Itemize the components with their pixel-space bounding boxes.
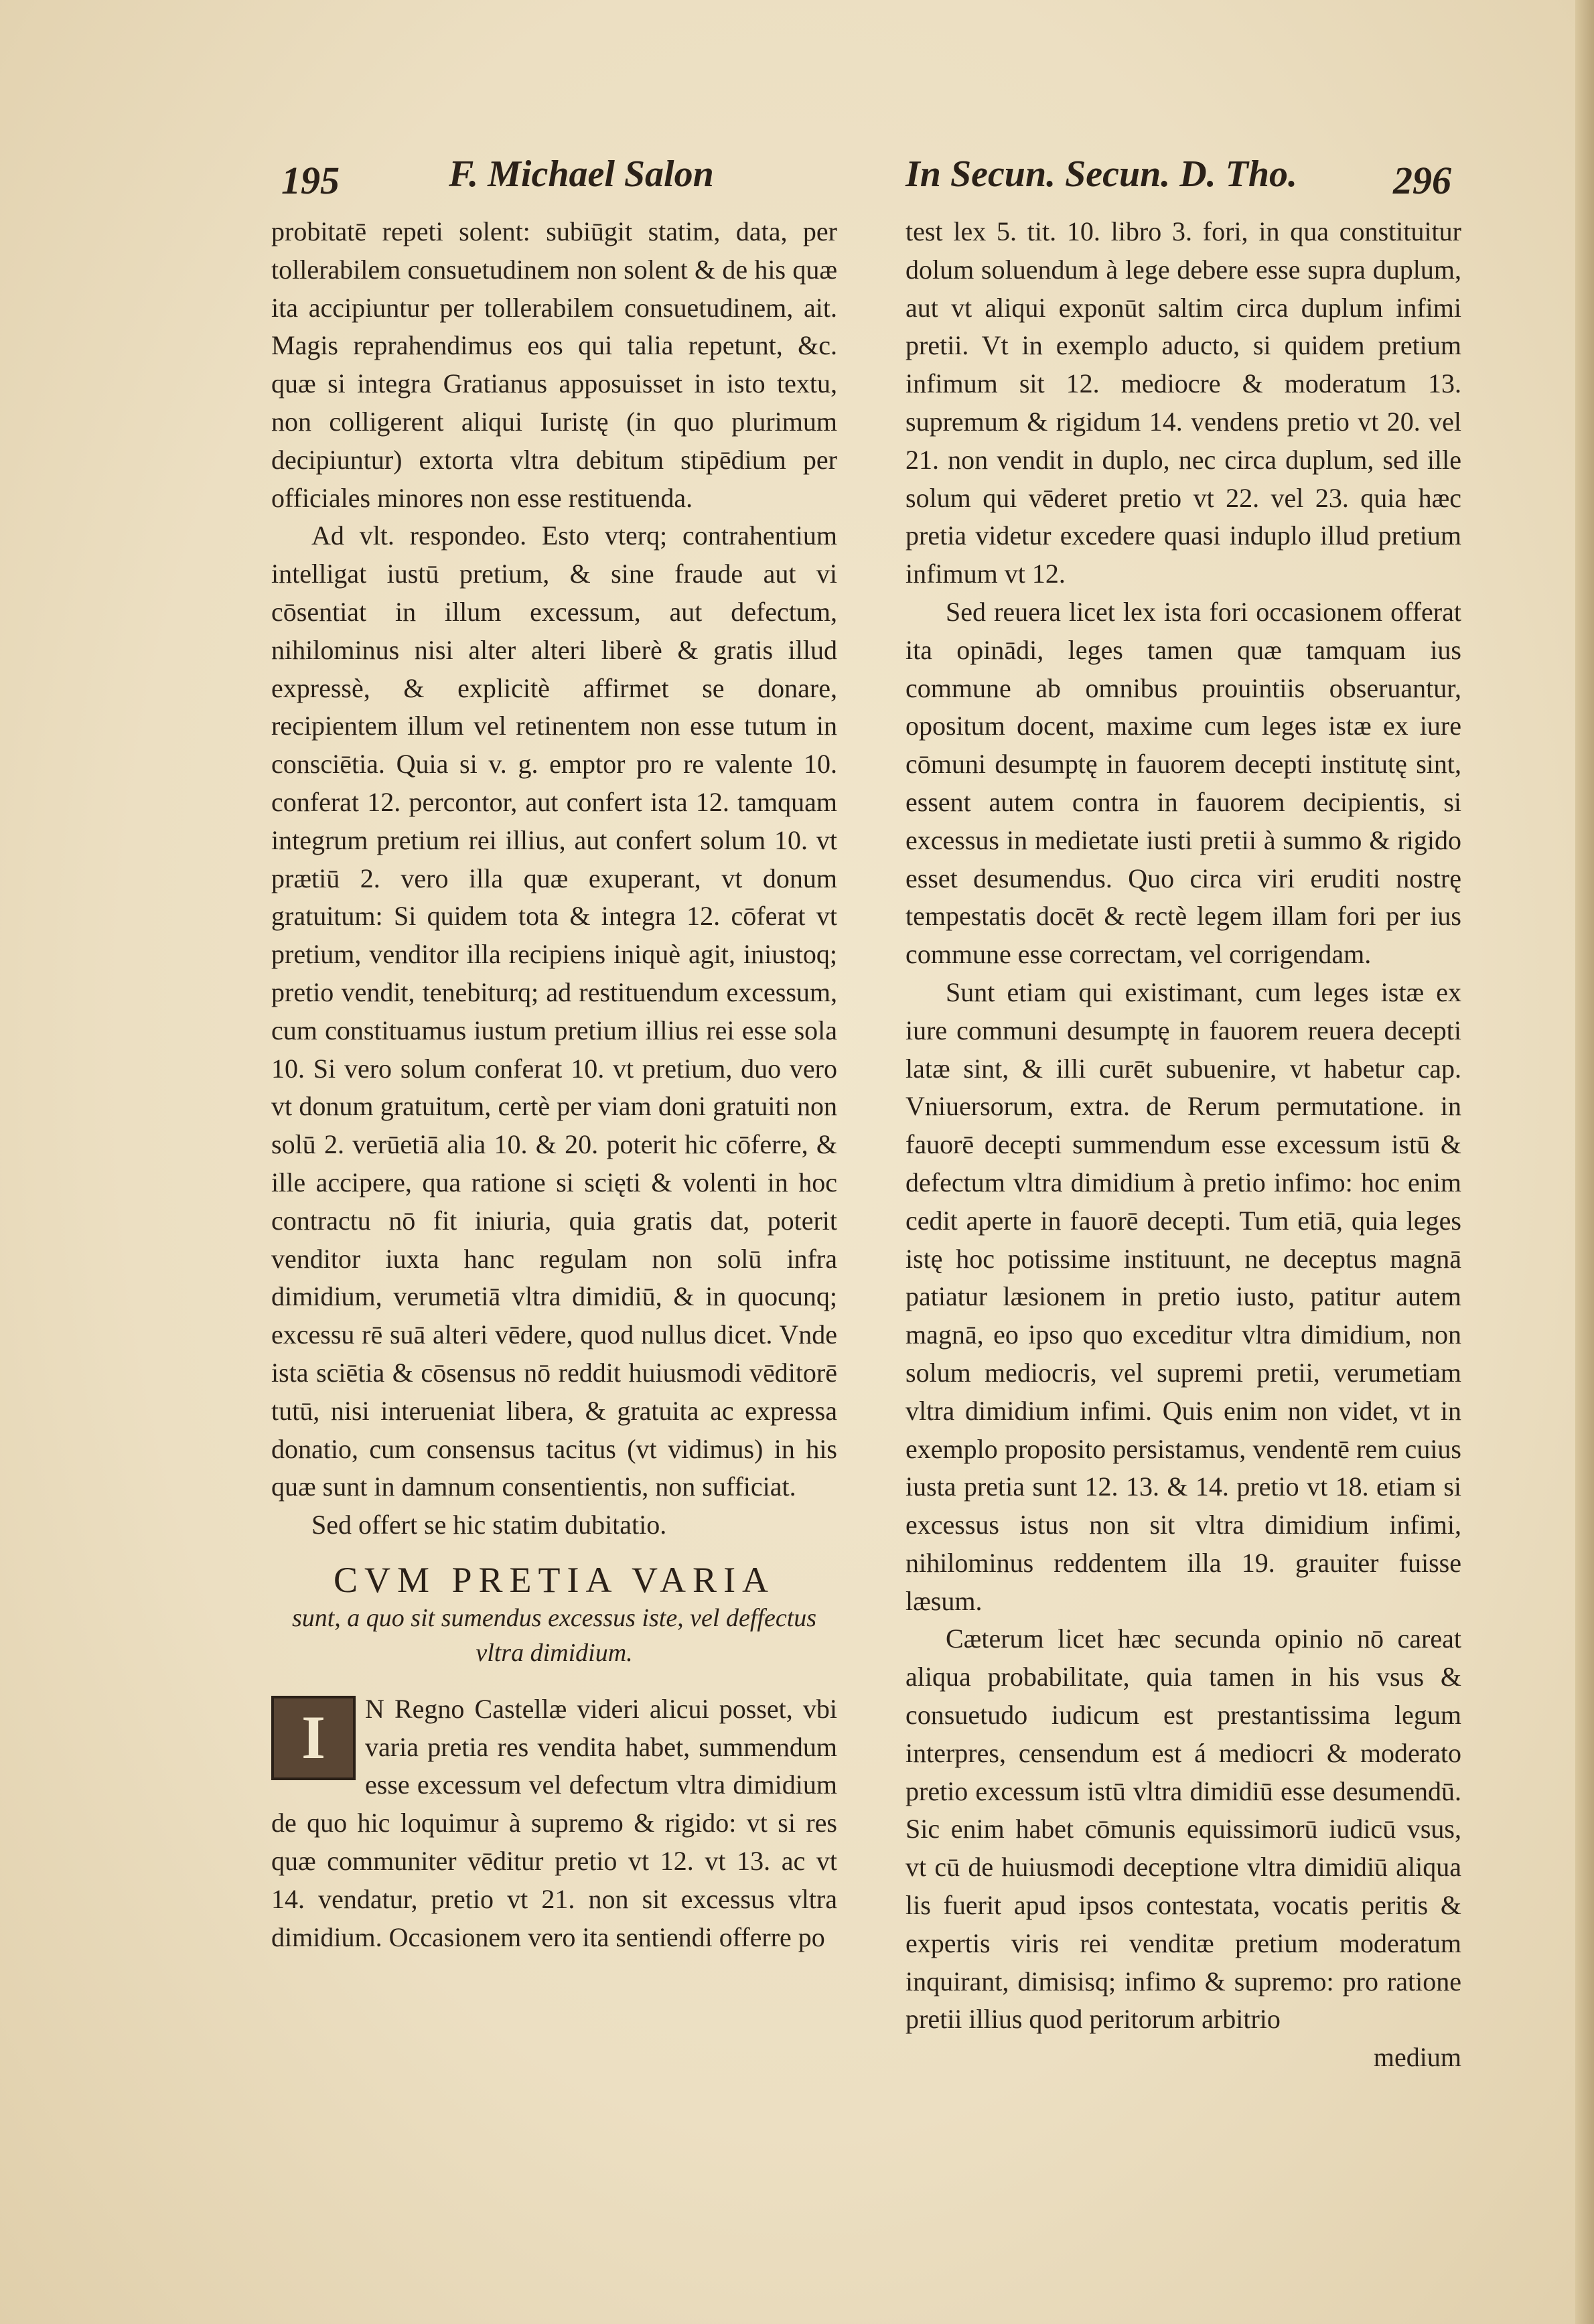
right-paragraph: test lex 5. tit. 10. libro 3. fori, in qua constituitur dolum soluendum à lege debere esse supra duplum, aut vt aliqui exponūt saltim circa duplum infimi pretii. Vt in exemplo aducto, si quidem pretium infimum sit 12. mediocre & moderatum 13. supremum & rigidum 14. vendens pretio vt 20. vel 21. non vendit in duplo, nec circa duplum, sed ille solum qui vēderet pretio vt 22. vel 23. quia hæc pretia videtur excedere quasi induplo illud pretium infimum vt 12.	[905, 216, 1461, 589]
left-paragraph-with-initial	[271, 1690, 837, 1957]
right-paragraph: Sed reuera licet lex ista fori occasionem offerat ita opinādi, leges tamen quæ tamquam ius commune ab omnibus prouintiis obseruantur, opositum docent, maxime cum leges istæ ex iure cōmuni desumptę in fauorem decepti institutę sint, essent autem contra in fauorem decipientis, si excessus in medietate iusti pretii à summo & rigido esset desumendus. Quo circa viri eruditi nostrę tempestatis docēt & rectè legem illam fori per ius commune esse correctam, vel corrigendam.	[905, 596, 1461, 970]
left-text-column	[271, 213, 837, 1956]
right-running-head	[905, 153, 1441, 213]
left-final-paragraph-text: N Regno Castellæ videri alicui posset, vbi varia pretia res vendita habet, summendum esse excessum vel defectum vltra dimidium de quo hic loquimur à supremo & rigido: vt si res quæ communiter vēditur pretio vt 12. vt 13. ac vt 14. vendatur, pretio vt 21. non sit excessus vltra dimidium. Occasionem vero ita sentiendi offerre po	[271, 1693, 837, 1952]
left-paragraph: Sed offert se hic statim dubitatio.	[311, 1510, 667, 1540]
left-running-head	[281, 153, 750, 213]
left-paragraph: Ad vlt. respondeo. Esto vterq; contrahentium intelligat iustū pretium, & sine fraude aut vi cōsentiat in illum excessum, aut defectum, nihilominus nisi alter alteri liberè & gratis illud expressè, & explicitè affirmet se donare, recipientem illum vel retinentem non esse tutum in consciētia. Quia si v. g. emptor pro re valente 10. conferat 12. percontor, aut confert ista 12. tamquam integrum pretium rei illius, aut confert solum 10. vt prætiū 2. vero illa quæ exuperant, vt donum gratuitum: Si quidem tota & integra 12. cōferat vt pretium, venditor illa recipiens iniquè agit, iniustoq; pretio vendit, tenebiturq; ad restituendum excessum, cum constituamus iustum pretium illius rei esse sola 10. Si vero solum conferat 10. vt pretium, duo vero vt donum gratuitum, certè per viam doni gratuiti non solū 2. verūetiā alia 10. & 20. poterit hic cōferre, & ille accipere, qua ratione si scięti & volenti in hoc contractu nō fit iniuria, quia gratis dat, poterit venditor iuxta hanc regulam non solū infra dimidium, verumetiā vltra dimidiū, & in quocunq; excessu rē suā alteri vēdere, quod nullus dicet. Vnde ista sciētia & cōsensus nō reddit huiusmodi vēditorē tutū, nisi interueniat libera, & gratuita ac expressa donatio, cum consensus tacitus (vt vidimus) in his quæ sunt in damnum consentientis, non sufficiat.	[271, 520, 837, 1502]
right-paragraph: Cæterum licet hæc secunda opinio nō careat aliqua probabilitate, quia tamen in his vsus & consuetudo iudicum est prestantissima legum interpres, censendum est á mediocri & moderato pretio excessum istū vltra dimidiū esse desumendū. Sic enim habet cōmunis equissimorū iudicū vsus, vt cū de huiusmodi deceptione vltra dimidiū aliqua lis fuerit apud ipsos contestata, vocatis peritis & expertis viris rei venditæ pretium moderatum inquirant, dimisisq; infimo & supremo: pro ratione pretii illius quod peritorum arbitrio	[905, 1623, 1461, 2035]
left-paragraph: probitatē repeti solent: subiūgit statim, data, per tollerabilem consuetudinem non solent & de his quæ ita accipiuntur per tollerabilem consuetudinem, ait. Magis reprahendimus eos qui talia repetunt, &c. quæ si integra Gratianus apposuisset in isto textu, non colligerent aliqui Iuristę (in quo plurimum decipiuntur) extorta vltra debitum stipēdium per officiales minores non esse restituenda.	[271, 216, 837, 513]
section-subtitle: sunt, a quo sit sumendus excessus iste, vel deffectus vltra dimidium.	[291, 1603, 817, 1667]
right-text-column	[905, 213, 1461, 2077]
catchword: medium	[1373, 2042, 1461, 2073]
left-running-head-text: F. Michael Salon	[449, 153, 714, 195]
right-paragraph: Sunt etiam qui existimant, cum leges istæ ex iure communi desumptę in fauorem reuera decepti latæ sint, & illi curēt subuenire, vt habetur cap. Vniuersorum, extra. de Rerum permutatione. in fauorē decepti summendum esse excessum istū & defectum vltra dimidium à pretio infimo: hoc enim cedit aperte in fauorē decepti. Tum etiā, quia leges istę hoc potissime instituunt, ne deceptus magnā patiatur læsionem in pretio iusto, patitur autem magnā, eo ipso quo exceditur vltra dimidium, non solum mediocris, vel supremi pretii, verumetiam vltra dimidium infimi. Quis enim non videt, vt in exemplo proposito persistamus, vendentē rem cuius iusta pretia sunt 12. 13. & 14. pretio vt 18. etiam si excessus istus non sit vltra dimidium infimi, nihilominus reddentem illa 19. grauiter fuisse læsum.	[905, 976, 1461, 1616]
right-page-number: 296	[1393, 159, 1451, 202]
decorated-initial-letter: I	[271, 1696, 356, 1780]
right-running-head-text: In Secun. Secun. D. Tho.	[905, 153, 1298, 195]
left-page-number: 195	[281, 159, 340, 202]
book-spine-edge	[1575, 0, 1594, 2324]
section-title: CVM PRETIA VARIA	[333, 1559, 776, 1600]
